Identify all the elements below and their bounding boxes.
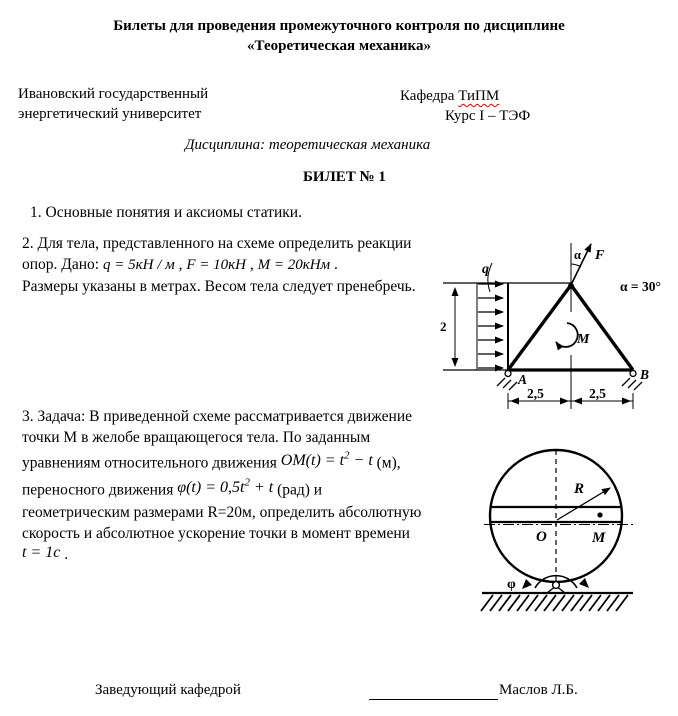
rotation-arrowhead-right (579, 578, 589, 588)
support-a-label: A (518, 372, 528, 387)
ground-hatching (481, 595, 628, 611)
question-2-line-3: Размеры указаны в метрах. Весом тела следует пренебречь. (22, 278, 416, 295)
head-of-department-label: Заведующий кафедрой (95, 682, 241, 698)
moment-label: M (577, 332, 590, 347)
relative-motion-text: уравнениям относительного движения (22, 454, 281, 472)
formula-q: q = 5кН / м (102, 257, 175, 273)
question-2-line-2 (22, 254, 416, 276)
force-f-label: F (595, 248, 605, 263)
transport-motion-formula (177, 479, 273, 496)
q-label: q (482, 262, 489, 277)
question-3-line-4 (22, 475, 421, 502)
chute (484, 507, 634, 525)
formula-base: φ(t) = 0,5t (177, 479, 245, 497)
head-of-department-name: Маслов Л.Б. (499, 682, 578, 698)
ticket-number-title: БИЛЕТ № 1 (303, 169, 386, 185)
radius-label: R (574, 481, 585, 497)
formula-m: М = 20кНм (257, 257, 331, 273)
formula-rest: + t (249, 479, 274, 497)
formula-base: OM(t) = t (280, 452, 345, 470)
formula-f: F = 10кН (186, 257, 246, 273)
university-name (18, 84, 208, 124)
formula-rest: − t (349, 452, 373, 470)
separator: , (174, 256, 187, 273)
point-m-label: M (592, 530, 606, 546)
period: . (330, 256, 338, 273)
moment-arc (556, 323, 578, 347)
department-name-misspelled: ТиПМ (458, 88, 500, 104)
question-1: 1. Основные понятия и аксиомы статики. (30, 204, 302, 221)
formula-unit-m: (м), (372, 454, 401, 472)
phi-angle-label: φ (507, 577, 516, 592)
rotation-arrowhead-left (522, 579, 532, 589)
question-3-line-1: 3. Задача: В приведенной схеме рассматривается движение (22, 408, 413, 425)
question-3-line-2: точки М в желобе вращающегося тела. По заданным (22, 429, 371, 446)
statics-scheme-diagram (436, 236, 678, 412)
time-formula: t = 1c (22, 544, 61, 561)
document-title (0, 16, 678, 56)
alpha-label: α (574, 248, 581, 262)
point-m-dot (597, 512, 602, 517)
signature-line (369, 685, 498, 700)
university-line-2: энергетический университет (18, 106, 202, 122)
alpha-arc (571, 264, 581, 267)
distributed-load (477, 263, 508, 370)
discipline-line: Дисциплина: теоретическая механика (185, 137, 431, 153)
period: . (60, 546, 69, 563)
course: Курс I – ТЭФ (445, 108, 531, 124)
kinematics-scheme-diagram (478, 444, 650, 616)
transport-motion-text: переносного движения (22, 481, 178, 499)
separator: , (245, 256, 258, 273)
question-2 (22, 233, 416, 297)
question-3-line-3 (22, 448, 421, 475)
alpha-value-label: α = 30° (620, 279, 661, 294)
center-o-label: O (536, 529, 547, 545)
formula-exponent: 2 (344, 450, 350, 462)
title-line-1: Билеты для проведения промежуточного контроля по дисциплине (113, 18, 565, 34)
question-3-line-5: геометрическим размерами R=20м, определить абсолютную (22, 504, 422, 521)
dim-right-label: 2,5 (589, 386, 606, 401)
dim-left-label: 2,5 (527, 386, 544, 401)
given-prefix: опор. Дано: (22, 256, 103, 273)
formula-unit-rad: (рад) и (273, 481, 323, 499)
question-3 (22, 406, 421, 565)
title-line-2: «Теоретическая механика» (247, 38, 431, 54)
department-prefix: Кафедра (400, 88, 459, 104)
question-3-line-6: скорость и абсолютное ускорение точки в момент времени (22, 525, 410, 542)
university-line-1: Ивановский государственный (18, 86, 209, 102)
height-dimension-label: 2 (440, 319, 447, 334)
formula-exponent: 2 (244, 477, 250, 489)
relative-motion-formula (281, 452, 373, 469)
question-2-line-1: 2. Для тела, представленного на схеме определить реакции (22, 235, 412, 252)
support-b-label: B (640, 367, 650, 382)
support-a (497, 371, 517, 391)
pivot-pin (553, 582, 560, 589)
question-3-line-7 (22, 544, 421, 565)
support-b (622, 371, 642, 391)
department (400, 86, 499, 106)
